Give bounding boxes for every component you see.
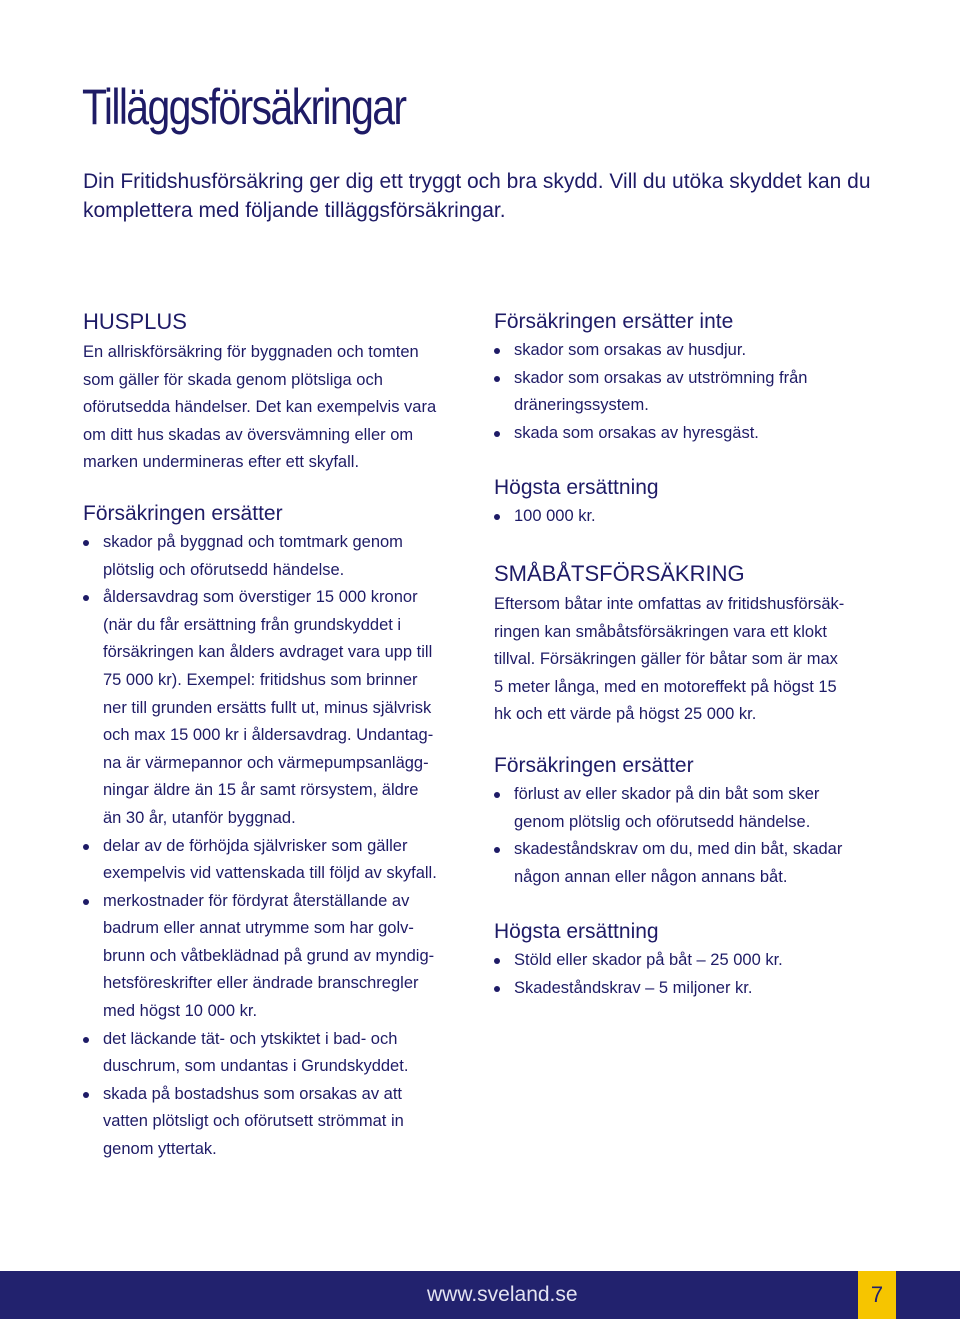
- husplus-heading: HUSPLUS: [83, 309, 187, 334]
- list-item: [494, 365, 889, 420]
- list-item: [494, 503, 889, 531]
- website-link[interactable]: www.sveland.se: [427, 1283, 578, 1306]
- list-item-text: skadeståndskrav om du, med din båt, skadar någon annan eller någon annans båt.: [514, 840, 843, 886]
- list-item: [494, 836, 889, 891]
- list-item: [83, 1026, 473, 1081]
- list-item-text: skador på byggnad och tomtmark genom plötslig och oförutsedd händelse.: [103, 532, 403, 579]
- list-item-text: förlust av eller skador på din båt som sker genom plötslig och oförutsedd händelse.: [514, 784, 820, 831]
- bullet-icon: [83, 1037, 89, 1043]
- bullet-icon: [494, 431, 500, 437]
- bullet-icon: [83, 540, 89, 546]
- smabat-description: Eftersom båtar inte omfattas av fritidshusförsäk- ringen kan småbåtsförsäkringen vara ett klokt tillval. Försäkringen gäller för båtar som är max 5 meter långa, med en motoreffekt på högst 15 hk och ett värde på högst 25 000 kr.: [494, 594, 845, 724]
- smabat-max-list: [494, 947, 889, 1002]
- bullet-icon: [83, 899, 89, 905]
- bullet-icon: [494, 986, 500, 992]
- list-item-text: delar av de förhöjda självrisker som gäller exempelvis vid vattenskada till följd av skyfall.: [103, 836, 437, 883]
- husplus-max-heading: Högsta ersättning: [494, 476, 659, 500]
- left-column: [83, 307, 473, 1164]
- page-title: Tilläggsförsäkringar: [82, 79, 406, 135]
- smabat-covers-list: [494, 781, 889, 891]
- bullet-icon: [494, 514, 500, 520]
- list-item-text: skada som orsakas av hyresgäst.: [514, 423, 759, 442]
- husplus-covers-list: [83, 529, 473, 1164]
- bullet-icon: [494, 792, 500, 798]
- list-item-text: merkostnader för fördyrat återställande av badrum eller annat utrymme som har golv- brunn och våtbeklädnad på grund av myndig- hetsföreskrifter eller ändrade branschregler med högst 10 000 kr.: [103, 891, 435, 1021]
- list-item-text: skador som orsakas av husdjur.: [514, 341, 747, 359]
- husplus-covers-heading: Försäkringen ersätter: [83, 501, 283, 525]
- list-item-text: skada på bostadshus som orsakas av att vatten plötsligt och oförutsett strömmat in genom yttertak.: [103, 1084, 404, 1159]
- list-item: [494, 781, 889, 836]
- husplus-description: En allriskförsäkring för byggnaden och tomten som gäller för skada genom plötsliga och oförutsedda händelser. Det kan exempelvis vara om ditt hus skadas av översvämning eller om marken undermineras efter ett skyfall.: [83, 343, 437, 472]
- intro-text: Din Fritidshusförsäkring ger dig ett tryggt och bra skydd. Vill du utöka skyddet kan du komplettera med följande tilläggsförsäkringar.: [83, 170, 871, 222]
- bullet-icon: [83, 595, 89, 601]
- bullet-icon: [83, 844, 89, 850]
- footer-bar: [0, 1271, 960, 1319]
- bullet-icon: [494, 376, 500, 382]
- list-item-text: Stöld eller skador på båt – 25 000 kr.: [514, 951, 783, 970]
- page-number: 7: [870, 1282, 884, 1307]
- list-item: [83, 833, 473, 888]
- smabat-covers-heading: Försäkringen ersätter: [494, 753, 694, 777]
- list-item: [83, 584, 473, 832]
- list-item: [83, 1081, 473, 1164]
- bullet-icon: [494, 847, 500, 853]
- right-column: [494, 307, 889, 1003]
- list-item: [494, 337, 889, 365]
- list-item: [83, 529, 473, 584]
- list-item-text: det läckande tät- och ytskiktet i bad- och duschrum, som undantas i Grundskyddet.: [103, 1029, 409, 1076]
- smabat-max-heading: Högsta ersättning: [494, 920, 659, 944]
- husplus-max-list: [494, 503, 889, 531]
- list-item-text: Skadeståndskrav – 5 miljoner kr.: [514, 978, 753, 997]
- bullet-icon: [494, 958, 500, 964]
- list-item-text: åldersavdrag som överstiger 15 000 kronor (när du får ersättning från grundskyddet i försäkringen kan ålders avdraget vara upp till 75 000 kr). Exempel: fritidshus som brinner ner till grunden ersätts fullt ut, minus självrisk och max 15 000 kr i åldersavdrag. Undantag- na är värmepannor och värmepumpsanlägg- ningar äldre än 15 år samt rörsystem, äldre än 30 år, utanför byggnad.: [103, 588, 434, 827]
- list-item: [494, 975, 889, 1003]
- list-item: [83, 888, 473, 1026]
- husplus-excludes-list: [494, 337, 889, 447]
- list-item-text: skador som orsakas av utströmning från dräneringssystem.: [514, 368, 808, 415]
- husplus-excludes-heading: Försäkringen ersätter inte: [494, 310, 734, 333]
- bullet-icon: [83, 1092, 89, 1098]
- bullet-icon: [494, 348, 500, 354]
- list-item: [494, 947, 889, 975]
- page-number-badge: [858, 1271, 896, 1319]
- list-item: [494, 420, 889, 448]
- smabat-heading: SMÅBÅTSFÖRSÄKRING: [494, 560, 745, 586]
- list-item-text: 100 000 kr.: [514, 507, 596, 526]
